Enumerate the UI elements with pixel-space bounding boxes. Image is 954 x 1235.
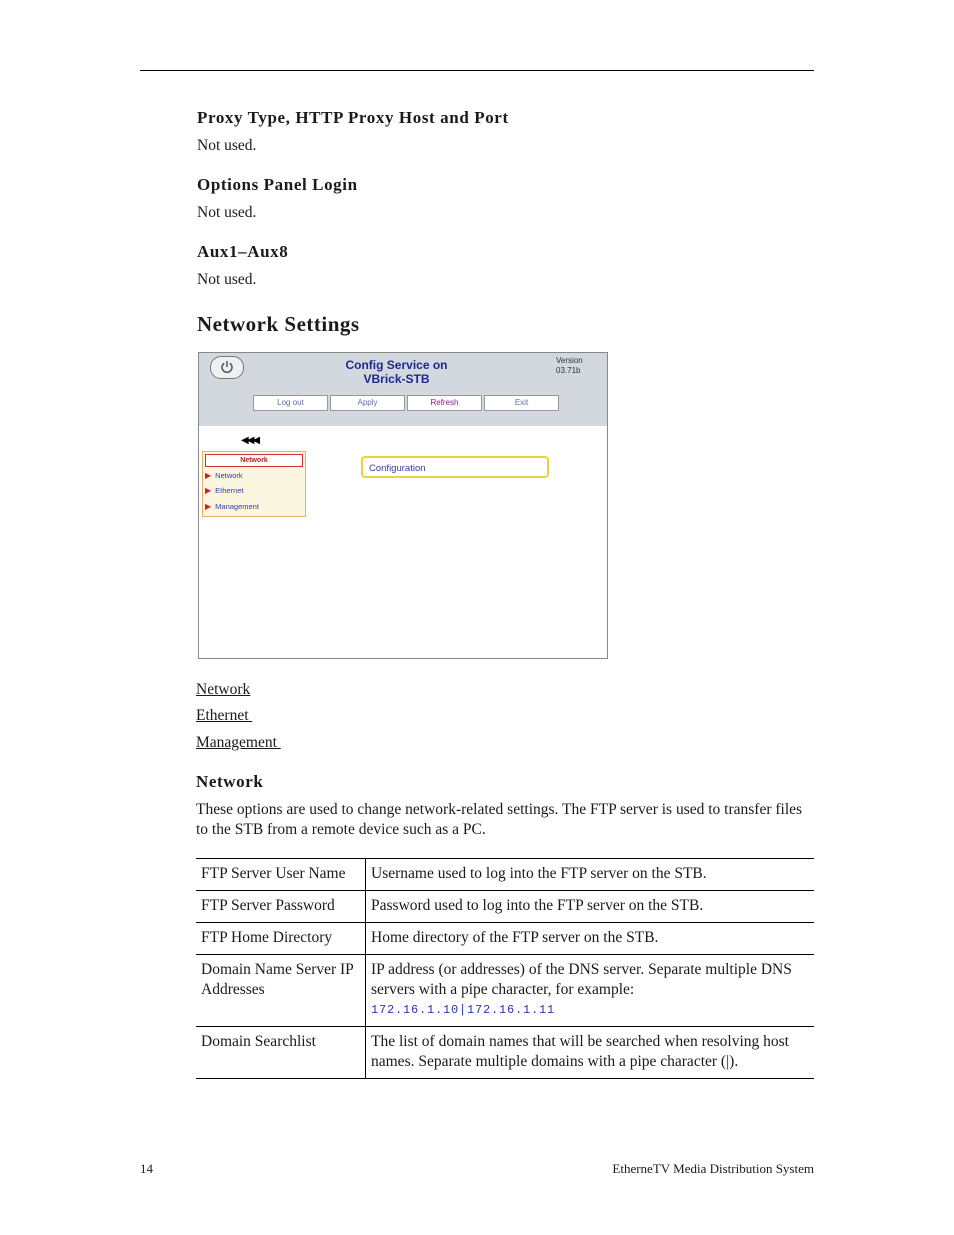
apply-button[interactable]: Apply xyxy=(330,395,405,411)
network-heading: Network xyxy=(196,772,264,791)
collapse-arrows-icon[interactable]: ◀◀◀ xyxy=(241,435,259,446)
triangle-icon: ▶ xyxy=(205,486,212,495)
option-name: Domain Searchlist xyxy=(196,1027,366,1079)
link-ethernet[interactable]: Ethernet xyxy=(196,707,253,724)
menu-item-ethernet[interactable] xyxy=(205,486,244,495)
power-button[interactable] xyxy=(210,356,244,379)
footer-title: EtherneTV Media Distribution System xyxy=(612,1161,814,1176)
aux-text: Not used. xyxy=(197,271,257,288)
header-rule xyxy=(140,70,814,71)
option-desc-cell xyxy=(366,955,815,1027)
network-menu xyxy=(202,451,306,517)
logout-button[interactable]: Log out xyxy=(253,395,328,411)
table-row xyxy=(196,859,814,891)
menu-item-network[interactable] xyxy=(205,471,243,480)
option-name: FTP Server Password xyxy=(196,891,366,923)
config-title-line2: VBrick-STB xyxy=(363,372,430,386)
options-text: Not used. xyxy=(197,204,257,221)
options-heading: Options Panel Login xyxy=(197,175,358,194)
option-name: FTP Home Directory xyxy=(196,923,366,955)
dns-example: 172.16.1.10|172.16.1.11 xyxy=(371,1003,556,1017)
link-management[interactable]: Management xyxy=(196,734,281,751)
menu-item-label: Ethernet xyxy=(215,486,244,495)
menu-item-management[interactable] xyxy=(205,502,259,511)
version-label: Version xyxy=(556,356,583,365)
page-number: 14 xyxy=(140,1161,153,1176)
option-name: FTP Server User Name xyxy=(196,859,366,891)
config-screenshot xyxy=(198,352,608,659)
triangle-icon: ▶ xyxy=(205,502,212,511)
network-settings-heading: Network Settings xyxy=(197,312,360,336)
table-row xyxy=(196,891,814,923)
version-value: 03.71b xyxy=(556,366,581,375)
option-desc: Password used to log into the FTP server on the STB. xyxy=(371,897,704,914)
option-name: Domain Name Server IP Addresses xyxy=(196,955,366,1027)
network-intro: These options are used to change network-related settings. The FTP server is used to transfer files to the STB from a remote device such as a PC. xyxy=(196,801,803,838)
config-header-bar xyxy=(199,353,607,426)
version-info xyxy=(556,356,583,376)
aux-heading: Aux1–Aux8 xyxy=(197,242,289,261)
menu-item-label: Management xyxy=(215,502,259,511)
proxy-text: Not used. xyxy=(197,137,257,154)
option-desc: Home directory of the FTP server on the STB. xyxy=(371,929,659,946)
option-desc: The list of domain names that will be searched when resolving host names. Separate multiple domains with a pipe character (|). xyxy=(371,1033,789,1070)
option-desc: IP address (or addresses) of the DNS server. Separate multiple DNS servers with a pipe character, for example: xyxy=(371,961,792,998)
proxy-heading: Proxy Type, HTTP Proxy Host and Port xyxy=(197,108,509,127)
link-network[interactable]: Network xyxy=(196,681,251,698)
table-row xyxy=(196,955,814,1027)
config-title xyxy=(309,358,484,386)
option-desc: Username used to log into the FTP server on the STB. xyxy=(371,865,707,882)
table-row xyxy=(196,923,814,955)
triangle-icon: ▶ xyxy=(205,471,212,480)
menu-header: Network xyxy=(205,454,303,467)
menu-item-label: Network xyxy=(215,471,243,480)
network-options-table xyxy=(196,858,814,1079)
table-row xyxy=(196,1027,814,1079)
refresh-button[interactable]: Refresh xyxy=(407,395,482,411)
config-title-line1: Config Service on xyxy=(345,358,448,372)
exit-button[interactable]: Exit xyxy=(484,395,559,411)
configuration-button[interactable]: Configuration xyxy=(361,456,549,478)
